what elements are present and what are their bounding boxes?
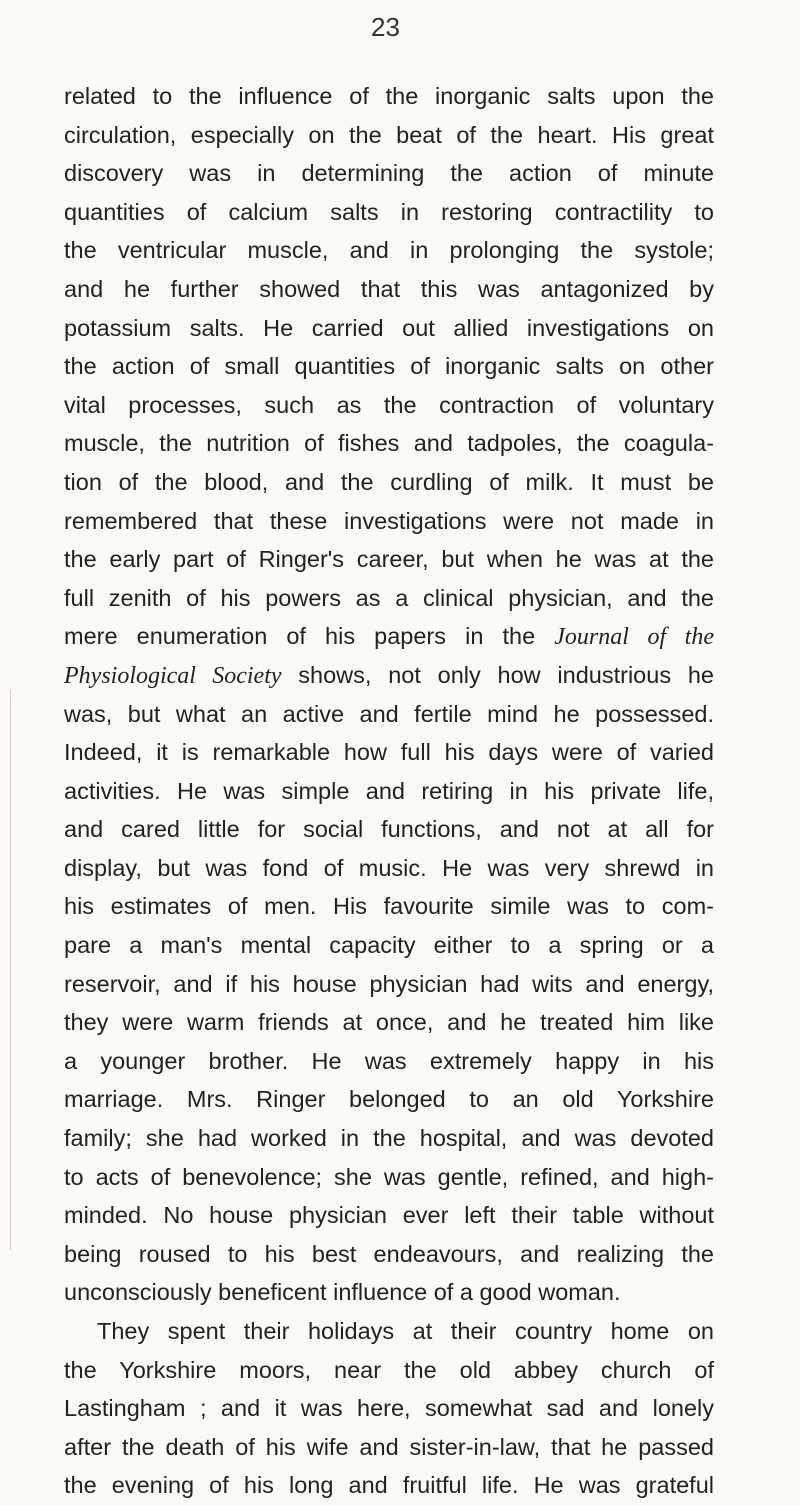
text-line: to acts of benevolence; she was gentle, refined, and high-: [64, 1163, 714, 1190]
text-line: quantities of calcium salts in restoring contractility to: [64, 198, 714, 225]
text-line: Indeed, it is remarkable how full his days were of varied: [64, 739, 714, 766]
text-line: full zenith of his powers as a clinical physician, and the: [64, 584, 714, 611]
text-line: his estimates of men. His favourite simile was to com-: [64, 893, 714, 920]
text-line: remembered that these investigations were not made in: [64, 507, 714, 534]
text-line: discovery was in determining the action of minute: [64, 160, 714, 187]
text-line: after the death of his wife and sister-in-law, that he passed: [64, 1433, 714, 1460]
text-line: a younger brother. He was extremely happy in his: [64, 1047, 714, 1074]
text-line: the early part of Ringer's career, but when he was at the: [64, 546, 714, 573]
text-line: circulation, especially on the beat of the heart. His great: [64, 121, 714, 148]
text-line: pare a man's mental capacity either to a spring or a: [64, 932, 714, 959]
line-text: mere enumeration of his papers in the: [64, 623, 536, 650]
text-line-with-citation: [64, 656, 714, 695]
body-text: [64, 77, 714, 1505]
journal-title: Journal of the: [554, 624, 714, 651]
text-line-with-citation: [64, 617, 714, 656]
line-text: shows, not only how industrious he: [298, 661, 714, 688]
text-line: related to the influence of the inorganic salts upon the: [64, 83, 714, 109]
journal-title-continued: Physiological Society: [64, 662, 282, 689]
text-line: family; she had worked in the hospital, and was devoted: [64, 1125, 714, 1152]
text-line: marriage. Mrs. Ringer belonged to an old Yorkshire: [64, 1086, 714, 1113]
text-line: the ventricular muscle, and in prolonging the systole;: [64, 237, 714, 264]
text-line: reservoir, and if his house physician had wits and energy,: [64, 970, 714, 997]
text-line: Lastingham ; and it was here, somewhat sad and lonely: [64, 1395, 714, 1422]
text-line: the action of small quantities of inorganic salts on other: [64, 353, 714, 380]
text-line: activities. He was simple and retiring in his private life,: [64, 777, 714, 804]
text-line: unconsciously beneficent influence of a good woman.: [64, 1279, 621, 1306]
text-line: the Yorkshire moors, near the old abbey church of: [64, 1356, 714, 1383]
text-line: the evening of his long and fruitful life. He was grateful: [64, 1472, 714, 1499]
paragraph-start-line: They spent their holidays at their country home on: [97, 1318, 714, 1344]
text-line: they were warm friends at once, and he treated him like: [64, 1009, 714, 1036]
text-line: being roused to his best endeavours, and realizing the: [64, 1240, 714, 1267]
text-line: minded. No house physician ever left their table without: [64, 1202, 714, 1229]
text-line: potassium salts. He carried out allied investigations on: [64, 314, 714, 341]
text-line: was, but what an active and fertile mind he possessed.: [64, 700, 714, 727]
text-line: display, but was fond of music. He was very shrewd in: [64, 854, 714, 881]
margin-mark: [10, 690, 11, 1250]
page-number: 23: [371, 12, 400, 42]
text-line: tion of the blood, and the curdling of milk. It must be: [64, 468, 714, 495]
text-line: muscle, the nutrition of fishes and tadpoles, the coagula-: [64, 430, 714, 457]
text-line: vital processes, such as the contraction of voluntary: [64, 391, 714, 418]
text-line: and he further showed that this was antagonized by: [64, 275, 714, 302]
text-line: and cared little for social functions, and not at all for: [64, 816, 714, 843]
